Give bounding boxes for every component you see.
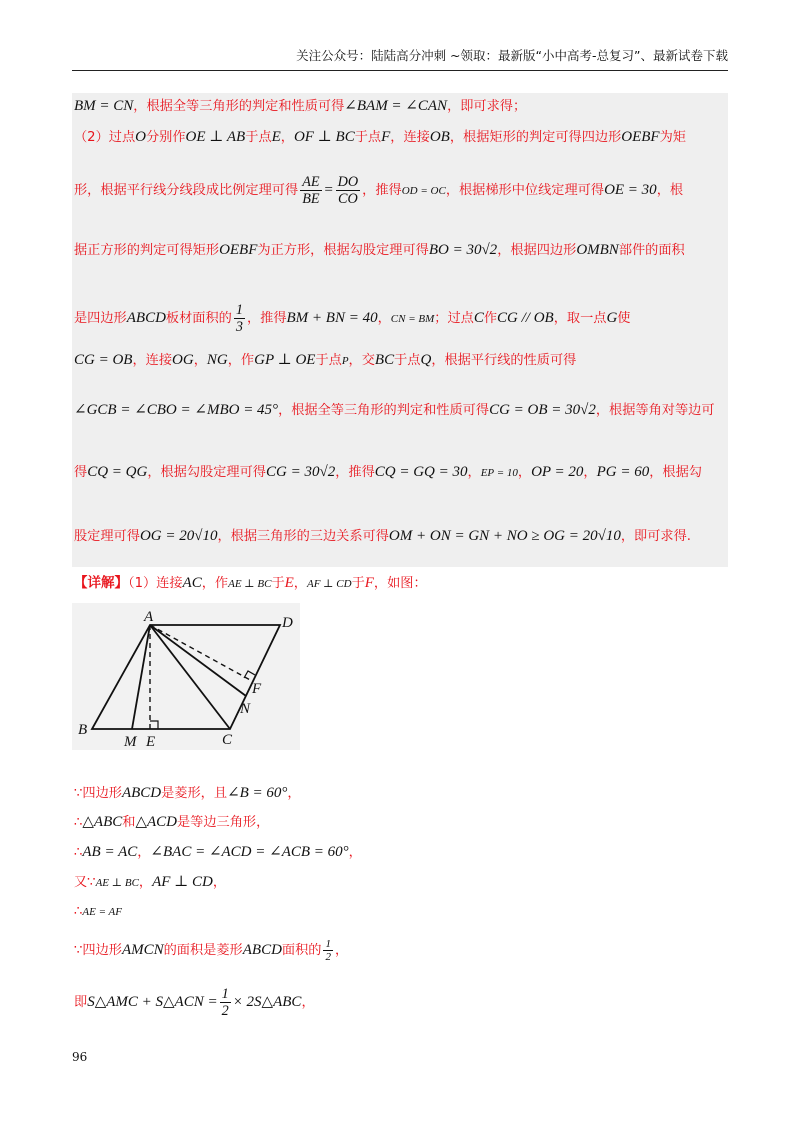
label-f: F: [252, 681, 262, 697]
page-header: 关注公众号：陆陆高分冲刺 ~领取：最新版“小中高考-总复习”、最新试卷下载: [296, 48, 728, 63]
fraction-one-half-b: $\frac{1}{2}$: [221, 985, 229, 1019]
fraction-do-co: $\frac{DO}{CO}$: [337, 173, 359, 207]
analysis-line-3: 形，根据平行线分线段成比例定理可得 $\frac{AE}{BE}$ = $\frac{DO}{CO}$ ，推得OD = OC，根据梯形中位线定理可得OE = 30，根: [74, 173, 684, 207]
fraction-ae-be: $\frac{AE}{BE}$: [302, 173, 320, 207]
fraction-one-half-a: $\frac{1}{2}$: [325, 937, 331, 963]
header-rule: [72, 70, 728, 71]
label-e: E: [146, 734, 156, 750]
analysis-line-6: CG = OB，连接OG，NG，作GP ⊥ OE于点P，交BC于点Q，根据平行线的性质可得: [74, 352, 577, 368]
analysis-line-1: BM = CN，根据全等三角形的判定和性质可得∠BAM = ∠CAN，即可求得；: [74, 98, 527, 114]
rhombus-diagram: [72, 603, 300, 750]
proof-line-4: 又∵AE ⊥ BC，AF ⊥ CD，: [74, 874, 227, 890]
label-m: M: [124, 734, 137, 750]
proof-line-6: ∵四边形AMCN的面积是菱形ABCD面积的 $\frac{1}{2}$ ，: [74, 937, 349, 963]
label-b: B: [78, 722, 88, 738]
proof-line-1: ∵四边形ABCD是菱形，且∠B = 60°，: [74, 785, 301, 801]
page-number: 96: [72, 1050, 88, 1064]
analysis-line-4: 据正方形的判定可得矩形OEBF为正方形，根据勾股定理可得BO = 30√2，根据四边形OMBN部件的面积: [74, 242, 685, 258]
proof-line-3: ∴AB = AC，∠BAC = ∠ACD = ∠ACB = 60°，: [74, 844, 362, 860]
analysis-line-9: 股定理可得OG = 20√10，根据三角形的三边关系可得OM + ON = GN + NO ≥ OG = 20√10，即可求得.: [74, 528, 692, 544]
label-a: A: [144, 609, 154, 625]
proof-line-2: ∴△ABC和△ACD是等边三角形，: [74, 814, 270, 830]
label-c: C: [222, 732, 233, 748]
analysis-line-8: 得CQ = QG，根据勾股定理可得CG = 30√2，推得CQ = GQ = 30，EP = 10，OP = 20，PG = 60，根据勾: [74, 464, 702, 480]
analysis-line-7: ∠GCB = ∠CBO = ∠MBO = 45°，根据全等三角形的判定和性质可得CG = OB = 30√2，根据等角对等边可: [74, 402, 715, 418]
rhombus-figure: [72, 603, 300, 750]
proof-line-7: 即S△AMC + S△ACN = $\frac{1}{2}$ × 2S△ABC，: [74, 985, 315, 1019]
fraction-one-third: $\frac{1}{3}$: [235, 301, 243, 335]
segment-af: [150, 625, 252, 681]
detail-line-1: 【详解】（1）连接AC，作AE ⊥ BC于E，AF ⊥ CD于F，如图：: [74, 575, 427, 591]
analysis-line-5: 是四边形ABCD板材面积的 $\frac{1}{3}$ ，推得BM + BN = 40，CN = BM；过点C作CG // OB，取一点G使: [74, 301, 631, 335]
label-n: N: [240, 701, 251, 717]
rhombus-outline: [92, 625, 280, 729]
segment-an: [150, 625, 246, 696]
proof-line-5: ∴AE = AF: [74, 904, 122, 919]
segment-ac: [150, 625, 230, 729]
label-d: D: [282, 615, 293, 631]
analysis-line-2: （2）过点O分别作OE ⊥ AB于点E，OF ⊥ BC于点F，连接OB，根据矩形的判定可得四边形OEBF为矩: [74, 129, 686, 145]
